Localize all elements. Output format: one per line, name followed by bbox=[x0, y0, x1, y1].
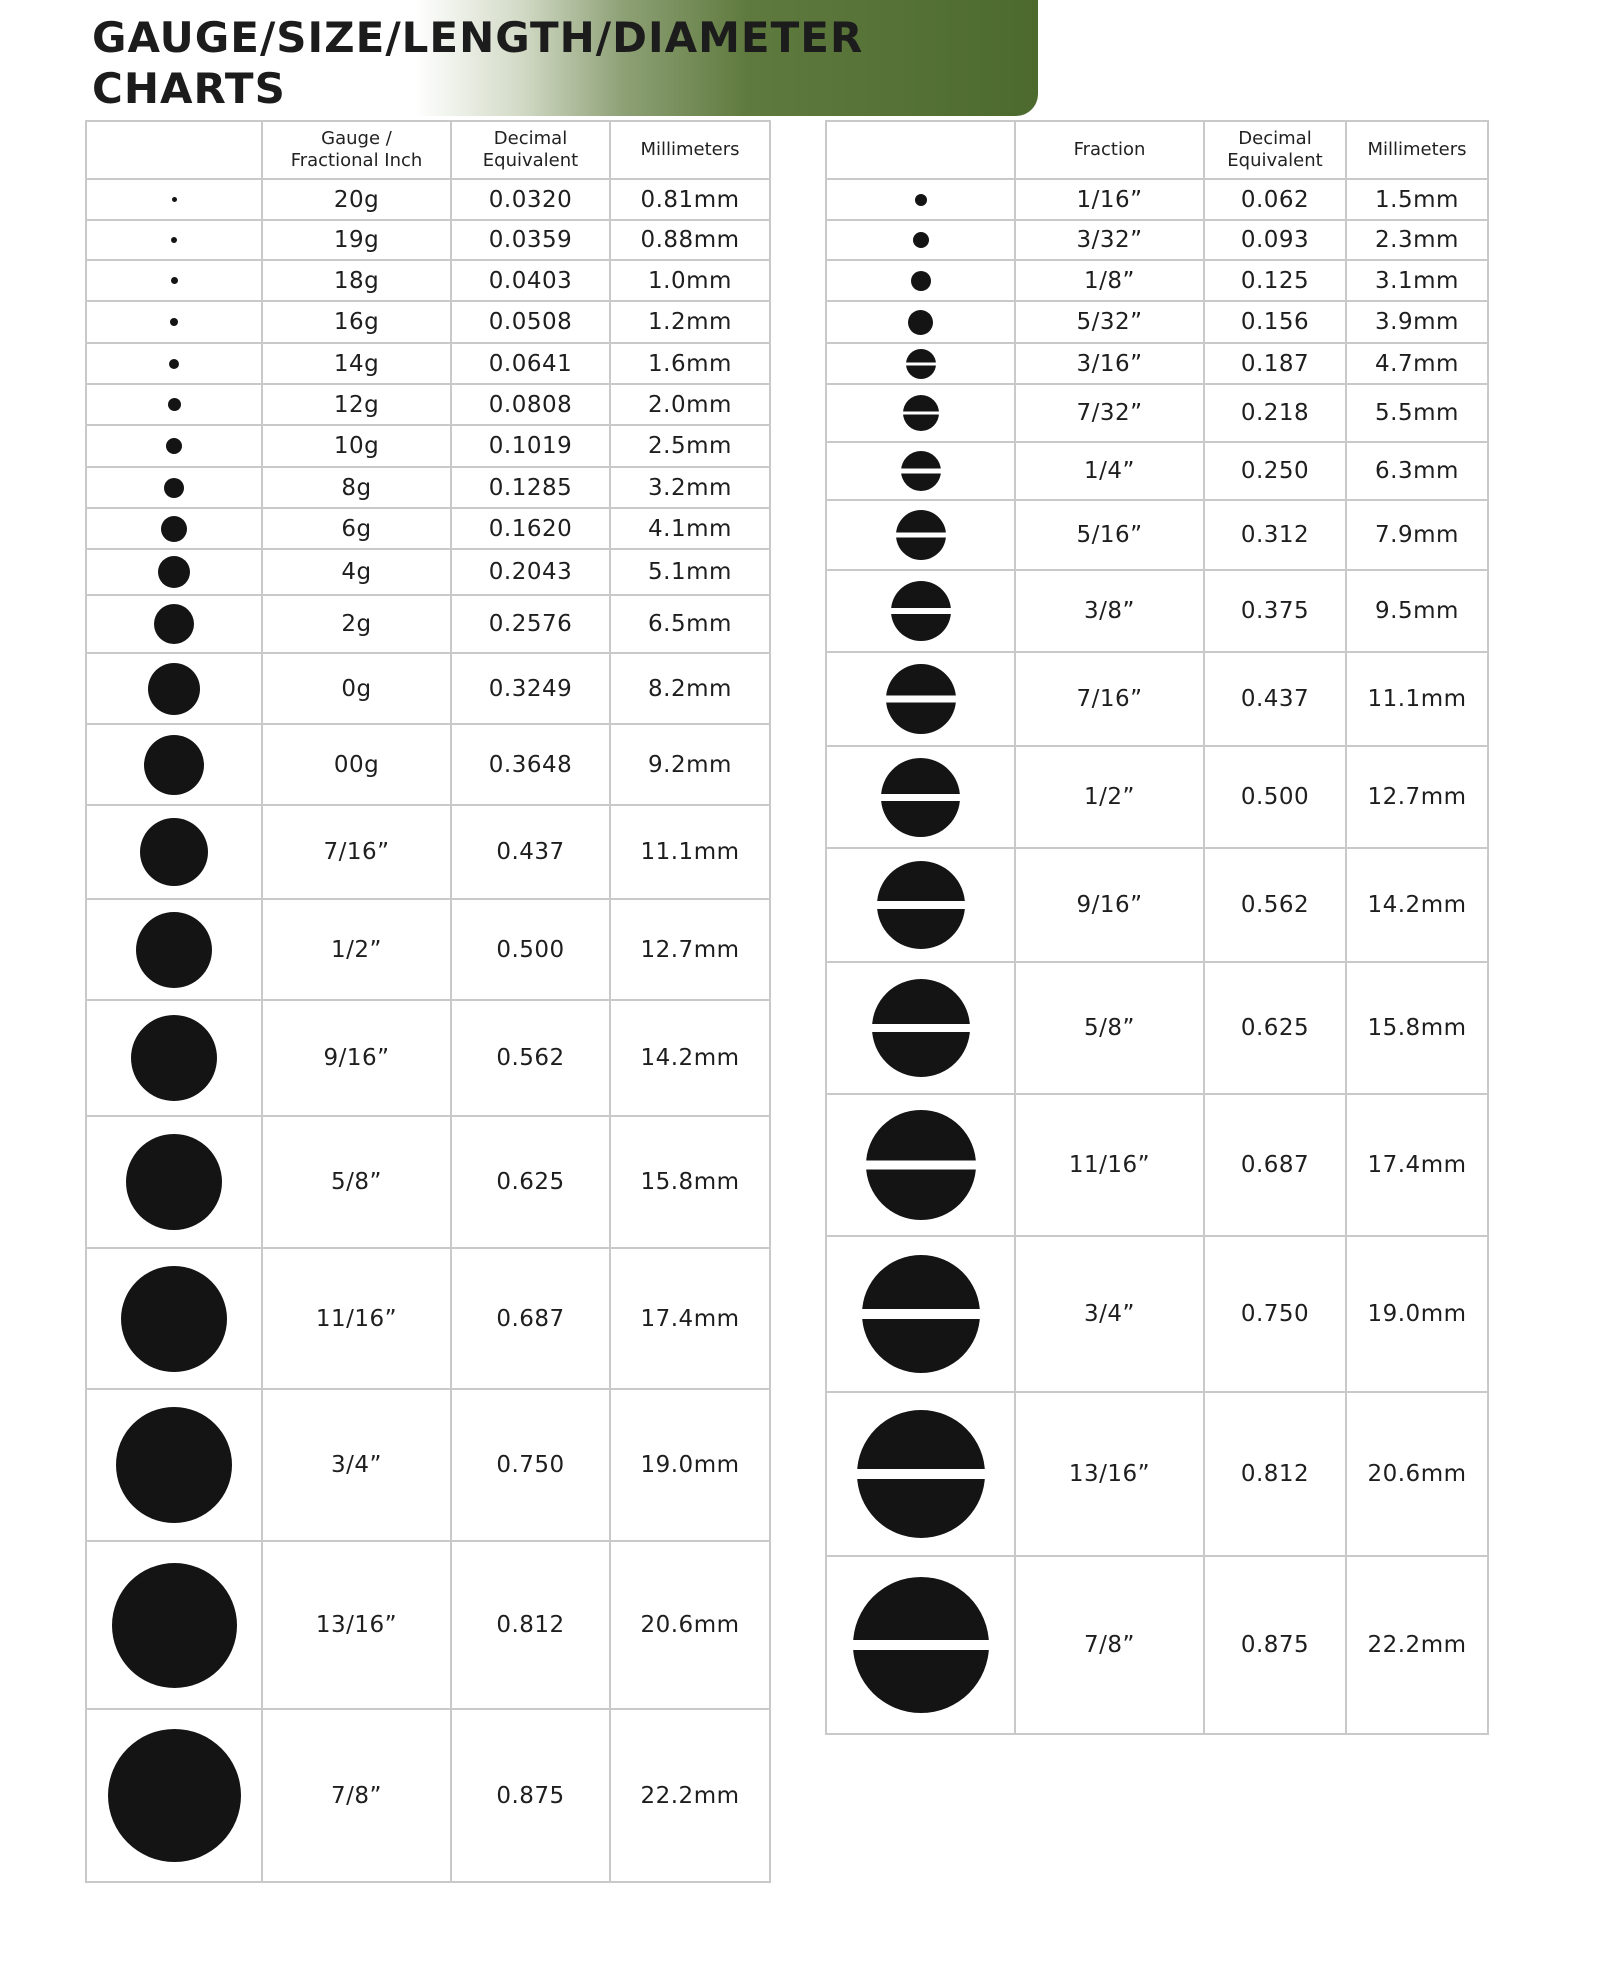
decimal-cell: 0.0508 bbox=[451, 301, 610, 343]
size-cell: 8g bbox=[262, 467, 451, 508]
table-row bbox=[86, 549, 770, 595]
decimal-cell: 0.562 bbox=[1204, 848, 1346, 962]
decimal-cell: 0.062 bbox=[1204, 179, 1346, 220]
millimeters-cell: 17.4mm bbox=[1346, 1094, 1488, 1236]
size-shape-cell bbox=[86, 179, 262, 220]
slotted-disc-icon bbox=[855, 1408, 987, 1540]
slotted-disc-icon bbox=[913, 192, 929, 208]
decimal-cell: 0.312 bbox=[1204, 500, 1346, 570]
millimeters-cell: 19.0mm bbox=[610, 1389, 770, 1541]
slotted-disc-icon bbox=[894, 508, 948, 562]
decimal-cell: 0.875 bbox=[1204, 1556, 1346, 1734]
size-cell: 0g bbox=[262, 653, 451, 724]
size-shape-cell bbox=[86, 1389, 262, 1541]
gauge-circle-icon bbox=[170, 195, 179, 204]
table-row bbox=[86, 425, 770, 467]
decimal-cell: 0.625 bbox=[451, 1116, 610, 1248]
gauge-circle-icon bbox=[169, 235, 179, 245]
page-title: GAUGE/SIZE/LENGTH/DIAMETER CHARTS bbox=[92, 13, 864, 113]
table-row bbox=[86, 467, 770, 508]
decimal-cell: 0.2043 bbox=[451, 549, 610, 595]
size-shape-cell bbox=[86, 220, 262, 260]
size-shape-cell bbox=[826, 962, 1015, 1094]
gauge-circle-icon bbox=[162, 476, 186, 500]
size-cell: 5/8” bbox=[1015, 962, 1204, 1094]
decimal-column-header: Decimal Equivalent bbox=[451, 121, 610, 179]
decimal-cell: 0.1019 bbox=[451, 425, 610, 467]
millimeters-cell: 14.2mm bbox=[1346, 848, 1488, 962]
size-cell: 10g bbox=[262, 425, 451, 467]
fraction-size-table bbox=[825, 120, 1489, 1735]
size-cell: 4g bbox=[262, 549, 451, 595]
gauge-circle-icon bbox=[146, 661, 202, 717]
size-cell: 1/2” bbox=[1015, 746, 1204, 848]
size-cell: 3/4” bbox=[262, 1389, 451, 1541]
decimal-cell: 0.750 bbox=[1204, 1236, 1346, 1392]
slotted-disc-icon bbox=[911, 230, 931, 250]
size-cell: 2g bbox=[262, 595, 451, 653]
millimeters-cell: 1.6mm bbox=[610, 343, 770, 384]
millimeters-cell: 19.0mm bbox=[1346, 1236, 1488, 1392]
table-row bbox=[86, 1000, 770, 1116]
decimal-cell: 0.2576 bbox=[451, 595, 610, 653]
size-cell: 3/32” bbox=[1015, 220, 1204, 260]
size-shape-cell bbox=[826, 500, 1015, 570]
decimal-cell: 0.0808 bbox=[451, 384, 610, 425]
decimal-cell: 0.437 bbox=[1204, 652, 1346, 746]
gauge-circle-icon bbox=[124, 1132, 224, 1232]
decimal-cell: 0.250 bbox=[1204, 442, 1346, 500]
gauge-circle-icon bbox=[142, 733, 206, 797]
gauge-circle-icon bbox=[134, 910, 214, 990]
decimal-cell: 0.156 bbox=[1204, 301, 1346, 343]
millimeters-cell: 0.81mm bbox=[610, 179, 770, 220]
table-row bbox=[826, 1556, 1488, 1734]
decimal-cell: 0.187 bbox=[1204, 343, 1346, 384]
slotted-disc-icon bbox=[851, 1575, 991, 1715]
size-shape-cell bbox=[826, 301, 1015, 343]
shape-column-header bbox=[826, 121, 1015, 179]
millimeters-cell: 3.2mm bbox=[610, 467, 770, 508]
table-header-row bbox=[86, 121, 770, 179]
decimal-cell: 0.625 bbox=[1204, 962, 1346, 1094]
decimal-cell: 0.0320 bbox=[451, 179, 610, 220]
millimeters-cell: 22.2mm bbox=[610, 1709, 770, 1882]
millimeters-cell: 5.1mm bbox=[610, 549, 770, 595]
size-cell: 16g bbox=[262, 301, 451, 343]
millimeters-cell: 8.2mm bbox=[610, 653, 770, 724]
millimeters-cell: 1.0mm bbox=[610, 260, 770, 301]
gauge-circle-icon bbox=[119, 1264, 229, 1374]
slotted-disc-icon bbox=[889, 579, 953, 643]
size-cell: 5/8” bbox=[262, 1116, 451, 1248]
size-cell: 1/2” bbox=[262, 899, 451, 1000]
size-shape-cell bbox=[826, 1094, 1015, 1236]
table-row bbox=[826, 343, 1488, 384]
slotted-disc-icon bbox=[899, 449, 943, 493]
size-shape-cell bbox=[86, 384, 262, 425]
table-row bbox=[826, 652, 1488, 746]
size-shape-cell bbox=[86, 724, 262, 805]
millimeters-cell: 1.2mm bbox=[610, 301, 770, 343]
millimeters-cell: 22.2mm bbox=[1346, 1556, 1488, 1734]
size-cell: 1/8” bbox=[1015, 260, 1204, 301]
size-shape-cell bbox=[86, 899, 262, 1000]
size-cell: 1/4” bbox=[1015, 442, 1204, 500]
decimal-cell: 0.093 bbox=[1204, 220, 1346, 260]
table-row bbox=[86, 260, 770, 301]
size-shape-cell bbox=[86, 1709, 262, 1882]
millimeters-cell: 6.5mm bbox=[610, 595, 770, 653]
millimeters-cell: 11.1mm bbox=[1346, 652, 1488, 746]
gauge-circle-icon bbox=[129, 1013, 219, 1103]
table-row bbox=[86, 1541, 770, 1709]
table-row bbox=[826, 962, 1488, 1094]
size-cell: 3/8” bbox=[1015, 570, 1204, 652]
slotted-disc-icon bbox=[860, 1253, 982, 1375]
size-shape-cell bbox=[86, 595, 262, 653]
slotted-disc-icon bbox=[904, 347, 938, 381]
table-row bbox=[86, 1709, 770, 1882]
size-cell: 9/16” bbox=[262, 1000, 451, 1116]
table-row bbox=[86, 1116, 770, 1248]
millimeters-cell: 2.3mm bbox=[1346, 220, 1488, 260]
size-shape-cell bbox=[826, 260, 1015, 301]
size-cell: 12g bbox=[262, 384, 451, 425]
size-cell: 14g bbox=[262, 343, 451, 384]
table-row bbox=[86, 301, 770, 343]
slotted-disc-icon bbox=[870, 977, 972, 1079]
decimal-cell: 0.562 bbox=[451, 1000, 610, 1116]
slotted-disc-icon bbox=[906, 308, 935, 337]
decimal-cell: 0.812 bbox=[451, 1541, 610, 1709]
millimeters-cell: 2.0mm bbox=[610, 384, 770, 425]
millimeters-cell: 9.2mm bbox=[610, 724, 770, 805]
slotted-disc-icon bbox=[875, 859, 967, 951]
size-shape-cell bbox=[86, 343, 262, 384]
table-row bbox=[86, 1248, 770, 1389]
decimal-cell: 0.437 bbox=[451, 805, 610, 899]
size-cell: 3/4” bbox=[1015, 1236, 1204, 1392]
millimeters-cell: 17.4mm bbox=[610, 1248, 770, 1389]
shape-column-header bbox=[86, 121, 262, 179]
size-shape-cell bbox=[86, 301, 262, 343]
millimeters-cell: 20.6mm bbox=[1346, 1392, 1488, 1556]
table-row bbox=[86, 179, 770, 220]
table-row bbox=[826, 848, 1488, 962]
millimeters-cell: 15.8mm bbox=[610, 1116, 770, 1248]
size-cell: 3/16” bbox=[1015, 343, 1204, 384]
decimal-cell: 0.125 bbox=[1204, 260, 1346, 301]
millimeters-cell: 7.9mm bbox=[1346, 500, 1488, 570]
table-row bbox=[826, 1392, 1488, 1556]
millimeters-cell: 4.1mm bbox=[610, 508, 770, 549]
decimal-cell: 0.687 bbox=[1204, 1094, 1346, 1236]
millimeters-cell: 6.3mm bbox=[1346, 442, 1488, 500]
size-shape-cell bbox=[826, 220, 1015, 260]
table-row bbox=[826, 384, 1488, 442]
table-row bbox=[826, 220, 1488, 260]
millimeters-cell: 12.7mm bbox=[610, 899, 770, 1000]
gauge-circle-icon bbox=[156, 554, 192, 590]
table-row bbox=[826, 442, 1488, 500]
gauge-circle-icon bbox=[168, 316, 180, 328]
size-cell: 5/32” bbox=[1015, 301, 1204, 343]
table-row bbox=[826, 1094, 1488, 1236]
gauge-size-table bbox=[85, 120, 771, 1883]
size-cell: 5/16” bbox=[1015, 500, 1204, 570]
millimeters-cell: 14.2mm bbox=[610, 1000, 770, 1116]
table-row bbox=[86, 724, 770, 805]
gauge-circle-icon bbox=[138, 816, 210, 888]
decimal-cell: 0.500 bbox=[451, 899, 610, 1000]
slotted-disc-icon bbox=[864, 1108, 978, 1222]
decimal-cell: 0.750 bbox=[451, 1389, 610, 1541]
size-shape-cell bbox=[826, 384, 1015, 442]
gauge-circle-icon bbox=[152, 602, 196, 646]
millimeters-cell: 11.1mm bbox=[610, 805, 770, 899]
decimal-cell: 0.3648 bbox=[451, 724, 610, 805]
millimeters-cell: 3.9mm bbox=[1346, 301, 1488, 343]
table-header-row bbox=[826, 121, 1488, 179]
size-cell: 11/16” bbox=[1015, 1094, 1204, 1236]
decimal-cell: 0.500 bbox=[1204, 746, 1346, 848]
millimeters-cell: 4.7mm bbox=[1346, 343, 1488, 384]
size-shape-cell bbox=[826, 1236, 1015, 1392]
table-row bbox=[826, 179, 1488, 220]
size-cell: 7/32” bbox=[1015, 384, 1204, 442]
gauge-circle-icon bbox=[114, 1405, 234, 1525]
table-row bbox=[86, 384, 770, 425]
size-cell: 7/16” bbox=[1015, 652, 1204, 746]
decimal-cell: 0.875 bbox=[451, 1709, 610, 1882]
table-row bbox=[826, 1236, 1488, 1392]
size-shape-cell bbox=[86, 260, 262, 301]
size-shape-cell bbox=[86, 805, 262, 899]
millimeters-cell: 3.1mm bbox=[1346, 260, 1488, 301]
decimal-cell: 0.1285 bbox=[451, 467, 610, 508]
size-shape-cell bbox=[826, 1392, 1015, 1556]
decimal-cell: 0.687 bbox=[451, 1248, 610, 1389]
size-cell: 7/8” bbox=[262, 1709, 451, 1882]
table-row bbox=[86, 220, 770, 260]
millimeters-cell: 15.8mm bbox=[1346, 962, 1488, 1094]
decimal-column-header: Decimal Equivalent bbox=[1204, 121, 1346, 179]
decimal-cell: 0.1620 bbox=[451, 508, 610, 549]
millimeters-cell: 2.5mm bbox=[610, 425, 770, 467]
millimeters-cell: 1.5mm bbox=[1346, 179, 1488, 220]
table-row bbox=[86, 595, 770, 653]
millimeters-column-header: Millimeters bbox=[1346, 121, 1488, 179]
decimal-cell: 0.3249 bbox=[451, 653, 610, 724]
size-shape-cell bbox=[86, 549, 262, 595]
gauge-circle-icon bbox=[110, 1561, 239, 1690]
size-shape-cell bbox=[826, 848, 1015, 962]
title-banner bbox=[0, 0, 1038, 116]
slotted-disc-icon bbox=[879, 756, 962, 839]
table-row bbox=[86, 508, 770, 549]
gauge-circle-icon bbox=[169, 275, 180, 286]
size-shape-cell bbox=[826, 652, 1015, 746]
table-row bbox=[86, 899, 770, 1000]
millimeters-cell: 9.5mm bbox=[1346, 570, 1488, 652]
fraction-column-header: Fraction bbox=[1015, 121, 1204, 179]
gauge-circle-icon bbox=[167, 357, 181, 371]
size-shape-cell bbox=[86, 1000, 262, 1116]
size-shape-cell bbox=[826, 343, 1015, 384]
size-shape-cell bbox=[86, 425, 262, 467]
size-cell: 11/16” bbox=[262, 1248, 451, 1389]
table-row bbox=[826, 746, 1488, 848]
size-cell: 1/16” bbox=[1015, 179, 1204, 220]
size-shape-cell bbox=[826, 570, 1015, 652]
table-row bbox=[86, 653, 770, 724]
gauge-circle-icon bbox=[164, 436, 184, 456]
gauge-circle-icon bbox=[166, 396, 183, 413]
decimal-cell: 0.218 bbox=[1204, 384, 1346, 442]
size-cell: 20g bbox=[262, 179, 451, 220]
size-cell: 9/16” bbox=[1015, 848, 1204, 962]
decimal-cell: 0.0641 bbox=[451, 343, 610, 384]
slotted-disc-icon bbox=[901, 393, 941, 433]
table-row bbox=[826, 500, 1488, 570]
gauge-circle-icon bbox=[159, 514, 189, 544]
table-row bbox=[86, 805, 770, 899]
table-row bbox=[826, 570, 1488, 652]
decimal-cell: 0.375 bbox=[1204, 570, 1346, 652]
millimeters-column-header: Millimeters bbox=[610, 121, 770, 179]
size-cell: 00g bbox=[262, 724, 451, 805]
size-shape-cell bbox=[826, 179, 1015, 220]
size-cell: 7/8” bbox=[1015, 1556, 1204, 1734]
table-row bbox=[826, 301, 1488, 343]
slotted-disc-icon bbox=[884, 662, 958, 736]
decimal-cell: 0.0403 bbox=[451, 260, 610, 301]
size-shape-cell bbox=[826, 442, 1015, 500]
size-cell: 13/16” bbox=[262, 1541, 451, 1709]
table-row bbox=[86, 343, 770, 384]
decimal-cell: 0.812 bbox=[1204, 1392, 1346, 1556]
size-cell: 7/16” bbox=[262, 805, 451, 899]
size-cell: 18g bbox=[262, 260, 451, 301]
gauge-column-header: Gauge / Fractional Inch bbox=[262, 121, 451, 179]
size-shape-cell bbox=[86, 467, 262, 508]
table-row bbox=[86, 1389, 770, 1541]
table-row bbox=[826, 260, 1488, 301]
size-shape-cell bbox=[826, 746, 1015, 848]
decimal-cell: 0.0359 bbox=[451, 220, 610, 260]
size-shape-cell bbox=[86, 1248, 262, 1389]
size-shape-cell bbox=[86, 653, 262, 724]
millimeters-cell: 12.7mm bbox=[1346, 746, 1488, 848]
size-cell: 13/16” bbox=[1015, 1392, 1204, 1556]
size-cell: 19g bbox=[262, 220, 451, 260]
size-shape-cell bbox=[826, 1556, 1015, 1734]
size-cell: 6g bbox=[262, 508, 451, 549]
size-shape-cell bbox=[86, 1541, 262, 1709]
millimeters-cell: 0.88mm bbox=[610, 220, 770, 260]
size-shape-cell bbox=[86, 508, 262, 549]
millimeters-cell: 5.5mm bbox=[1346, 384, 1488, 442]
slotted-disc-icon bbox=[909, 269, 933, 293]
size-shape-cell bbox=[86, 1116, 262, 1248]
gauge-circle-icon bbox=[106, 1727, 243, 1864]
millimeters-cell: 20.6mm bbox=[610, 1541, 770, 1709]
